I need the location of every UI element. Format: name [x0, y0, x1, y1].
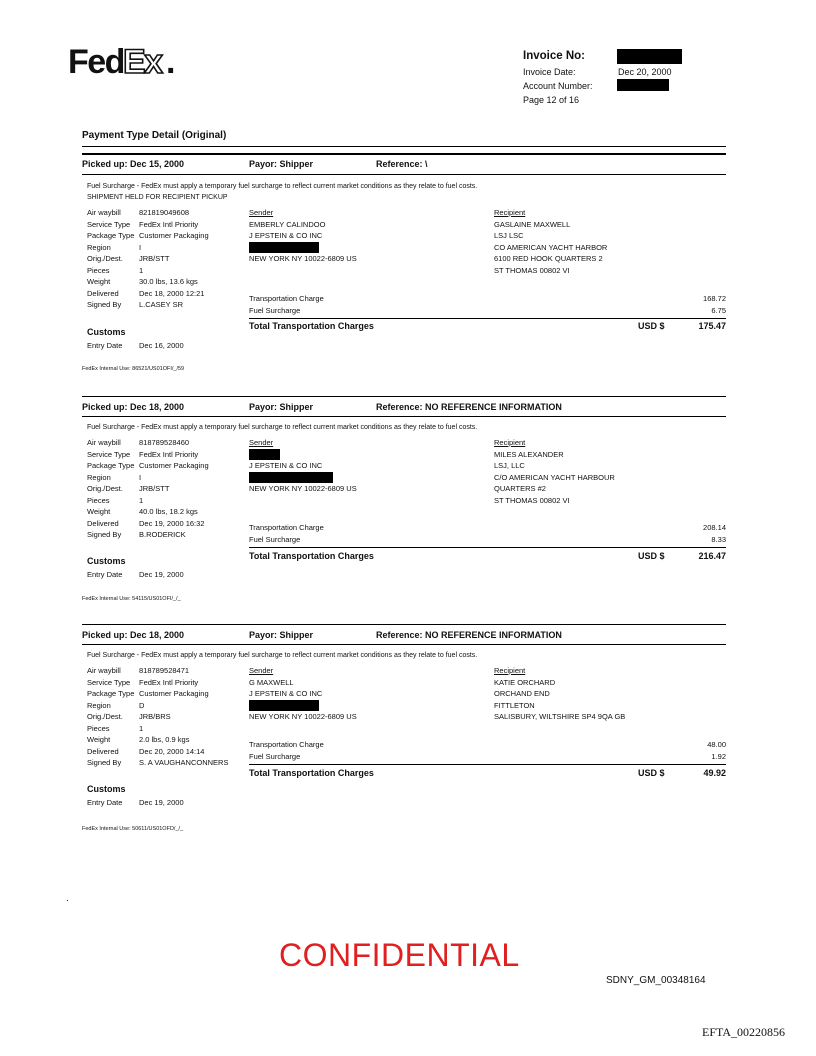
label-transportation-charge: Transportation Charge: [249, 523, 324, 532]
label-fuel-surcharge: Fuel Surcharge: [249, 305, 301, 315]
label-signed-by: Signed By: [87, 530, 122, 539]
efta-number: EFTA_00220856: [702, 1025, 786, 1039]
reference: Reference: \: [376, 159, 428, 169]
sender-block: [249, 437, 357, 495]
redaction-bar: [249, 472, 333, 483]
label-region: Region: [87, 700, 111, 710]
sender-block: [249, 665, 357, 723]
label-air-waybill: Air waybill: [87, 208, 121, 217]
label-region: Region: [87, 242, 111, 252]
label-delivered: Delivered: [87, 288, 119, 298]
payor: Payor: Shipper: [249, 159, 314, 169]
sender-line: EMBERLY CALINDOO: [249, 219, 326, 229]
package-type: Customer Packaging: [139, 231, 209, 240]
svg-text:Ex: Ex: [123, 43, 162, 81]
sender-label: Sender: [249, 666, 274, 675]
total-label: Total Transportation Charges: [249, 551, 374, 561]
recipient-block: [494, 207, 607, 276]
bates-number: SDNY_GM_00348164: [606, 975, 706, 986]
transportation-charge: 168.72: [703, 294, 726, 303]
currency: USD $: [638, 551, 665, 561]
redaction-bar: [617, 49, 682, 64]
label-package-type: Package Type: [87, 461, 135, 470]
label-transportation-charge: Transportation Charge: [249, 740, 324, 749]
transportation-charge: 48.00: [707, 740, 726, 749]
weight: 40.0 lbs, 18.2 kgs: [139, 507, 198, 516]
customs-heading: Customs: [87, 556, 126, 566]
pieces: 1: [139, 495, 144, 505]
internal-use: FedEx Internal Use: 54115/US01OFI/_/_: [82, 596, 181, 602]
sender-line: NEW YORK NY 10022-6809 US: [249, 254, 357, 263]
sender-line-redacted: [249, 700, 357, 712]
svg-text:Fed: Fed: [68, 43, 124, 81]
recipient-line: SALISBURY, WILTSHIRE SP4 9QA GB: [494, 712, 626, 721]
package-type: Customer Packaging: [139, 689, 209, 698]
redaction-bar: [249, 242, 319, 253]
weight: 2.0 lbs, 0.9 kgs: [139, 735, 190, 744]
divider: [249, 764, 726, 765]
redaction-bar: [617, 79, 669, 91]
sender-line-redacted: [249, 242, 357, 254]
delivered: Dec 20, 2000 14:14: [139, 746, 205, 756]
label-orig-dest: Orig./Dest.: [87, 254, 123, 263]
pieces: 1: [139, 265, 144, 275]
sender-line: J EPSTEIN & CO INC: [249, 689, 323, 698]
recipient-line: MILES ALEXANDER: [494, 449, 564, 459]
fuel-note: Fuel Surcharge - FedEx must apply a temporary fuel surcharge to reflect current market conditions as they relate to fuel costs.: [87, 183, 478, 190]
shipment-details: [87, 437, 247, 557]
recipient-line: FITTLETON: [494, 700, 535, 710]
total-label: Total Transportation Charges: [249, 768, 374, 778]
label-weight: Weight: [87, 735, 111, 744]
section-title: Payment Type Detail (Original): [82, 130, 227, 141]
divider: [82, 146, 726, 147]
fuel-surcharge: 8.33: [711, 534, 726, 544]
confidential-stamp: CONFIDENTIAL: [279, 937, 520, 973]
recipient-line: KATIE ORCHARD: [494, 677, 556, 687]
redaction-bar: [249, 449, 280, 460]
recipient-line: ORCHAND END: [494, 689, 550, 698]
sender-block: [249, 207, 357, 265]
svg-text:.: .: [166, 43, 176, 81]
picked-up: Picked up: Dec 18, 2000: [82, 402, 185, 412]
recipient-line: QUARTERS #2: [494, 484, 546, 493]
label-entry-date: Entry Date: [87, 798, 123, 807]
air-waybill: 821819049608: [139, 208, 190, 217]
entry-date: Dec 19, 2000: [139, 798, 184, 807]
sender-line: J EPSTEIN & CO INC: [249, 461, 323, 470]
divider: [82, 644, 726, 645]
service-type: FedEx Intl Priority: [139, 219, 199, 229]
picked-up: Picked up: Dec 15, 2000: [82, 159, 185, 169]
shipment-details: [87, 207, 247, 327]
label-entry-date: Entry Date: [87, 341, 123, 350]
shipment-block: [82, 153, 726, 378]
currency: USD $: [638, 768, 665, 778]
recipient-line: LSJ LSC: [494, 231, 524, 240]
pieces: 1: [139, 723, 144, 733]
label-fuel-surcharge: Fuel Surcharge: [249, 751, 301, 761]
label-orig-dest: Orig./Dest.: [87, 712, 123, 721]
sender-line: G MAXWELL: [249, 677, 294, 687]
redaction-bar: [249, 700, 319, 711]
label-weight: Weight: [87, 507, 111, 516]
divider: [82, 174, 726, 175]
sender-line: NEW YORK NY 10022-6809 US: [249, 712, 357, 721]
weight: 30.0 lbs, 13.6 kgs: [139, 277, 198, 286]
fuel-surcharge: 1.92: [711, 751, 726, 761]
label-air-waybill: Air waybill: [87, 438, 121, 447]
label-service-type: Service Type: [87, 219, 131, 229]
label-weight: Weight: [87, 277, 111, 286]
picked-up: Picked up: Dec 18, 2000: [82, 630, 185, 640]
orig-dest: JRB/STT: [139, 484, 170, 493]
delivered: Dec 19, 2000 16:32: [139, 518, 205, 528]
label-signed-by: Signed By: [87, 758, 122, 767]
divider: [249, 547, 726, 548]
sender-line-redacted: [249, 449, 357, 461]
recipient-line: C/O AMERICAN YACHT HARBOUR: [494, 472, 615, 482]
invoice-no-label: Invoice No:: [523, 50, 585, 62]
transportation-charge: 208.14: [703, 523, 726, 532]
reference: Reference: NO REFERENCE INFORMATION: [376, 402, 562, 412]
orig-dest: JRB/BRS: [139, 712, 171, 721]
recipient-line: 6100 RED HOOK QUARTERS 2: [494, 254, 603, 263]
label-pieces: Pieces: [87, 723, 110, 733]
sender-label: Sender: [249, 208, 274, 217]
label-package-type: Package Type: [87, 689, 135, 698]
recipient-line: LSJ, LLC: [494, 461, 525, 470]
delivered: Dec 18, 2000 12:21: [139, 288, 205, 298]
recipient-label: Recipient: [494, 666, 526, 675]
recipient-line: ST THOMAS 00802 VI: [494, 495, 570, 505]
internal-use: FedEx Internal Use: 86521/US01OFI/_/59: [82, 366, 185, 372]
invoice-date-label: Invoice Date:: [523, 67, 576, 77]
sender-line: J EPSTEIN & CO INC: [249, 231, 323, 240]
total-amount: 49.92: [703, 768, 726, 778]
label-delivered: Delivered: [87, 746, 119, 756]
label-pieces: Pieces: [87, 495, 110, 505]
label-region: Region: [87, 472, 111, 482]
air-waybill: 818789528471: [139, 666, 190, 675]
account-number-label: Account Number:: [523, 81, 593, 91]
recipient-block: [494, 437, 615, 506]
sender-line: NEW YORK NY 10022-6809 US: [249, 484, 357, 493]
region: I: [139, 242, 142, 252]
divider: [82, 624, 726, 625]
service-type: FedEx Intl Priority: [139, 449, 199, 459]
total-amount: 216.47: [698, 551, 726, 561]
recipient-label: Recipient: [494, 438, 526, 447]
internal-use: FedEx Internal Use: 50611/US01OFD/_/_: [82, 826, 184, 832]
shipment-details: [87, 665, 257, 785]
package-type: Customer Packaging: [139, 461, 209, 470]
shipment-note: SHIPMENT HELD FOR RECIPIENT PICKUP: [87, 194, 228, 201]
shipment-block: [82, 396, 726, 611]
recipient-line: CO AMERICAN YACHT HARBOR: [494, 242, 608, 252]
service-type: FedEx Intl Priority: [139, 677, 199, 687]
recipient-line: ST THOMAS 00802 VI: [494, 265, 570, 275]
fuel-note: Fuel Surcharge - FedEx must apply a temporary fuel surcharge to reflect current market conditions as they relate to fuel costs.: [87, 424, 478, 431]
invoice-date-value: Dec 20, 2000: [618, 67, 672, 77]
fuel-note: Fuel Surcharge - FedEx must apply a temporary fuel surcharge to reflect current market conditions as they relate to fuel costs.: [87, 652, 478, 659]
label-pieces: Pieces: [87, 265, 110, 275]
fedex-logo: [68, 40, 178, 82]
divider: [82, 396, 726, 397]
stray-dot: .: [66, 893, 69, 904]
total-amount: 175.47: [698, 321, 726, 331]
fedex-logo-image: [68, 40, 178, 82]
label-delivered: Delivered: [87, 518, 119, 528]
label-transportation-charge: Transportation Charge: [249, 294, 324, 303]
payor: Payor: Shipper: [249, 402, 314, 412]
recipient-block: [494, 665, 625, 723]
air-waybill: 818789528460: [139, 438, 190, 447]
orig-dest: JRB/STT: [139, 254, 170, 263]
reference: Reference: NO REFERENCE INFORMATION: [376, 630, 562, 640]
customs-heading: Customs: [87, 784, 126, 794]
customs-heading: Customs: [87, 327, 126, 337]
label-signed-by: Signed By: [87, 300, 122, 309]
divider: [82, 153, 726, 155]
label-air-waybill: Air waybill: [87, 666, 121, 675]
page-indicator: Page 12 of 16: [523, 95, 580, 105]
currency: USD $: [638, 321, 665, 331]
divider: [82, 416, 726, 417]
total-label: Total Transportation Charges: [249, 321, 374, 331]
sender-line-redacted: [249, 472, 357, 484]
label-fuel-surcharge: Fuel Surcharge: [249, 534, 301, 544]
divider: [249, 318, 726, 319]
entry-date: Dec 16, 2000: [139, 341, 184, 350]
signed-by: L.CASEY SR: [139, 300, 184, 309]
payor: Payor: Shipper: [249, 630, 314, 640]
fuel-surcharge: 6.75: [711, 305, 726, 315]
label-entry-date: Entry Date: [87, 570, 123, 579]
region: D: [139, 700, 145, 710]
recipient-label: Recipient: [494, 208, 526, 217]
signed-by: B.RODERICK: [139, 530, 186, 539]
region: I: [139, 472, 142, 482]
signed-by: S. A VAUGHANCONNERS: [139, 758, 229, 767]
label-orig-dest: Orig./Dest.: [87, 484, 123, 493]
sender-label: Sender: [249, 438, 274, 447]
shipment-block: [82, 624, 726, 839]
label-package-type: Package Type: [87, 231, 135, 240]
entry-date: Dec 19, 2000: [139, 570, 184, 579]
label-service-type: Service Type: [87, 449, 131, 459]
recipient-line: GASLAINE MAXWELL: [494, 219, 571, 229]
label-service-type: Service Type: [87, 677, 131, 687]
